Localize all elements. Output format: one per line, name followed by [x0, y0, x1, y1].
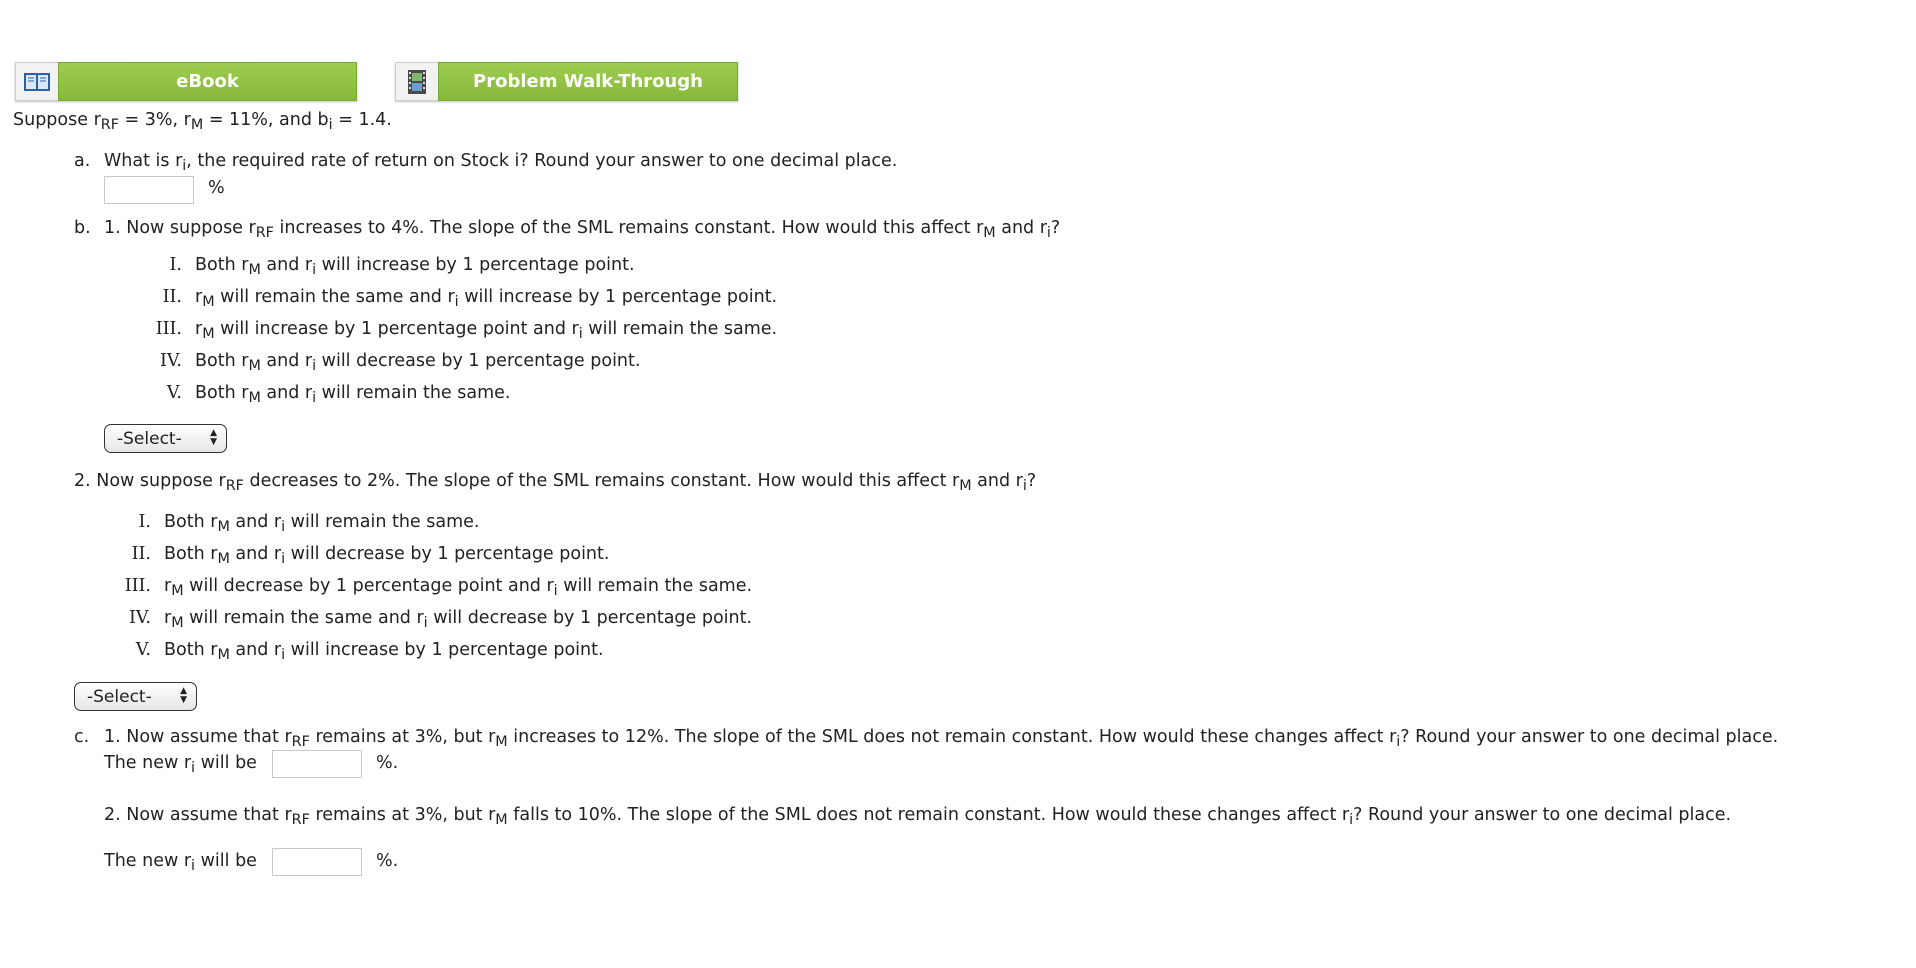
option-number: IV.	[128, 608, 151, 628]
option-number: III.	[124, 576, 151, 596]
film-icon	[395, 62, 438, 101]
part-a-letter: a.	[74, 151, 91, 171]
part-c2-answer-label: The new $r_i$ will be	[104, 851, 257, 875]
option-text: Both $r_M$ and $r_i$ will remain the same.	[164, 512, 480, 536]
option-text: $r_M$ will increase by 1 percentage point and $r_i$ will remain the same.	[195, 319, 778, 343]
part-c1-unit: %.	[376, 753, 399, 773]
option-number: V.	[135, 640, 151, 660]
option-text: $r_M$ will remain the same and $r_i$ will decrease by 1 percentage point.	[164, 608, 753, 632]
walkthrough-label: Problem Walk-Through	[438, 62, 738, 101]
option-text: Both $r_M$ and $r_i$ will decrease by 1 percentage point.	[195, 351, 641, 375]
part-c1-question: 1. Now assume that $r_{RF}$ remains at 3%, but $r_M$ increases to 12%. The slope of the SML does not remain constant. How would these changes affect $r_i$? Round your answer to one decimal place.	[104, 727, 1779, 751]
part-b1-select[interactable]: -Select- ▲ ▼	[104, 424, 227, 453]
part-c2-unit: %.	[376, 851, 399, 871]
part-c1-answer-input[interactable]	[272, 750, 362, 778]
part-a-answer-input[interactable]	[104, 176, 194, 204]
option-number: I.	[169, 255, 182, 275]
option-text: Both $r_M$ and $r_i$ will remain the same.	[195, 383, 511, 407]
option-number: III.	[155, 319, 182, 339]
option-number: I.	[138, 512, 151, 532]
select-arrows-icon: ▲ ▼	[210, 428, 217, 447]
part-b2-question: 2. Now suppose $r_{RF}$ decreases to 2%. The slope of the SML remains constant. How would this affect $r_M$ and $r_i$?	[74, 471, 1037, 495]
option-text: Both $r_M$ and $r_i$ will increase by 1 percentage point.	[164, 640, 604, 664]
part-b-letter: b.	[74, 218, 91, 238]
ebook-label: eBook	[58, 62, 357, 101]
part-b2-select[interactable]: -Select- ▲ ▼	[74, 682, 197, 711]
part-a-unit: %	[208, 178, 225, 198]
part-a-question: What is $r_i$, the required rate of return on Stock i? Round your answer to one decimal place.	[104, 151, 898, 175]
part-c1-answer-label: The new $r_i$ will be	[104, 753, 257, 777]
option-text: $r_M$ will remain the same and $r_i$ will increase by 1 percentage point.	[195, 287, 778, 311]
part-c2-question: 2. Now assume that $r_{RF}$ remains at 3%, but $r_M$ falls to 10%. The slope of the SML does not remain constant. How would these changes affect $r_i$? Round your answer to one decimal place.	[104, 805, 1732, 829]
book-icon	[15, 62, 58, 101]
option-number: V.	[166, 383, 182, 403]
problem-intro: Suppose $r_{RF} = 3\%$, $r_M = 11\%$, and $b_i = 1.4$.	[13, 110, 392, 134]
ebook-button[interactable]	[15, 62, 357, 101]
part-b1-question: 1. Now suppose $r_{RF}$ increases to 4%. The slope of the SML remains constant. How would this affect $r_M$ and $r_i$?	[104, 218, 1061, 242]
option-text: $r_M$ will decrease by 1 percentage point and $r_i$ will remain the same.	[164, 576, 753, 600]
option-number: IV.	[159, 351, 182, 371]
option-text: Both $r_M$ and $r_i$ will increase by 1 percentage point.	[195, 255, 635, 279]
option-text: Both $r_M$ and $r_i$ will decrease by 1 percentage point.	[164, 544, 610, 568]
part-c-letter: c.	[74, 727, 90, 747]
option-number: II.	[131, 544, 151, 564]
select-arrows-icon: ▲ ▼	[180, 686, 187, 705]
part-c2-answer-input[interactable]	[272, 848, 362, 876]
option-number: II.	[162, 287, 182, 307]
problem-walkthrough-button[interactable]	[395, 62, 738, 101]
